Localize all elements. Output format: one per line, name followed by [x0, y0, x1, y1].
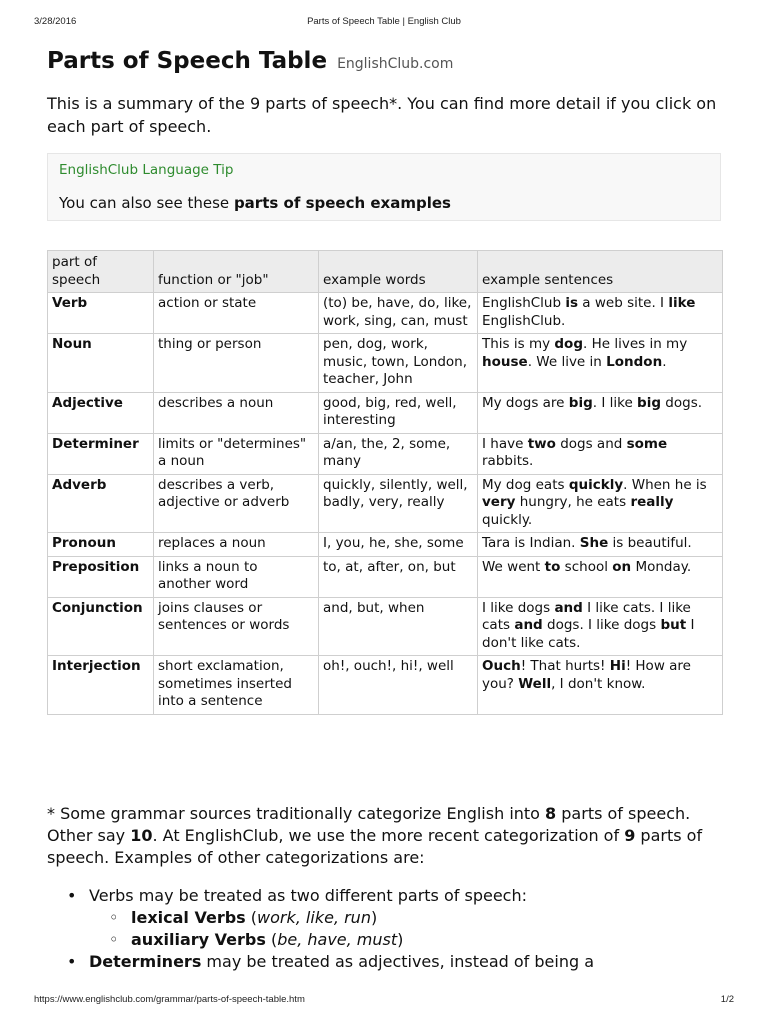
pos-function: action or state: [154, 293, 319, 334]
sentence-text: is beautiful.: [608, 535, 692, 551]
highlighted-word: and: [554, 599, 583, 616]
print-footer: [34, 994, 734, 1008]
print-page-number: 1/2: [720, 994, 734, 1005]
verbs-sublist: [89, 907, 727, 951]
sentence-text: a web site. I: [578, 295, 669, 311]
sentence-text: We went: [482, 558, 545, 575]
highlighted-word: really: [630, 494, 674, 510]
note-text: * Some grammar sources traditionally categorize English into: [47, 804, 546, 823]
print-page-title: Parts of Speech Table | English Club: [307, 16, 461, 27]
highlighted-word: on: [612, 558, 632, 575]
list-item-determiners: [47, 951, 727, 973]
table-row: [48, 433, 723, 474]
pos-function: describes a noun: [154, 392, 319, 433]
highlighted-word: and: [514, 617, 543, 633]
pos-example-sentence: [478, 656, 723, 715]
highlighted-word: house: [482, 353, 528, 370]
highlighted-word: quickly: [568, 476, 624, 493]
pos-function: thing or person: [154, 334, 319, 393]
pos-example-sentence: [478, 433, 723, 474]
pos-function: replaces a noun: [154, 533, 319, 557]
pos-example-words: quickly, silently, well, badly, very, really: [319, 474, 478, 533]
header-example-words: example words: [319, 251, 478, 293]
note-number: 8: [545, 804, 557, 823]
highlighted-word: is: [565, 295, 579, 311]
highlighted-word: London: [606, 353, 663, 370]
pos-name-link[interactable]: Conjunction: [48, 597, 154, 656]
pos-example-words: to, at, after, on, but: [319, 556, 478, 597]
table-body: [48, 293, 723, 715]
highlighted-word: Ouch: [482, 658, 521, 674]
sentence-text: I have: [482, 435, 528, 452]
sentence-text: quickly.: [482, 511, 533, 528]
table-row: [48, 474, 723, 533]
categorization-list: [47, 885, 727, 973]
pos-name-link[interactable]: Noun: [48, 334, 154, 393]
sentence-text: ! How are you?: [482, 658, 691, 692]
sentence-text: My dog eats: [482, 476, 569, 493]
pos-example-words: (to) be, have, do, like, work, sing, can, must: [319, 293, 478, 334]
pos-function: limits or "determines" a noun: [154, 433, 319, 474]
sentence-text: . When he is: [623, 476, 707, 493]
pos-name-link[interactable]: Verb: [48, 293, 154, 334]
pos-example-words: oh!, ouch!, hi!, well: [319, 656, 478, 715]
note-text: parts of speech. Other say: [47, 804, 691, 845]
sentence-text: . He lives in my: [583, 336, 688, 352]
header-example-sentences: example sentences: [478, 251, 723, 293]
pos-example-words: good, big, red, well, interesting: [319, 392, 478, 433]
sentence-text: I like dogs: [482, 599, 555, 616]
page-title: [47, 48, 453, 74]
highlighted-word: very: [482, 494, 516, 510]
pos-example-words: pen, dog, work, music, town, London, teacher, John: [319, 334, 478, 393]
note-number: 9: [624, 826, 636, 845]
highlighted-word: big: [637, 394, 662, 411]
sentence-text: I don't like cats.: [482, 617, 695, 651]
page-title-text: Parts of Speech Table: [47, 48, 328, 74]
pos-name-link[interactable]: Adjective: [48, 392, 154, 433]
note-number: 10: [130, 826, 153, 845]
pos-example-sentence: [478, 392, 723, 433]
sentence-text: dogs and: [555, 435, 627, 452]
determiners-label: Determiners: [89, 952, 202, 971]
highlighted-word: like: [668, 295, 696, 311]
pos-example-sentence: [478, 334, 723, 393]
sentence-text: EnglishClub: [482, 295, 566, 311]
auxiliary-verbs-label: auxiliary Verbs: [131, 930, 266, 949]
lexical-verbs-label: lexical Verbs: [131, 908, 246, 927]
table-row: [48, 334, 723, 393]
print-date: 3/28/2016: [34, 16, 77, 27]
table-row: [48, 392, 723, 433]
parts-of-speech-table: [47, 250, 723, 715]
pos-example-sentence: [478, 556, 723, 597]
grammar-note: [47, 803, 727, 869]
pos-example-sentence: [478, 533, 723, 557]
print-header: [34, 16, 734, 30]
tip-text-prefix: You can also see these: [59, 194, 234, 212]
highlighted-word: She: [579, 535, 609, 551]
language-tip-box: [47, 153, 721, 221]
table-row: [48, 533, 723, 557]
pos-name-link[interactable]: Preposition: [48, 556, 154, 597]
auxiliary-verbs-examples: be, have, must: [277, 930, 398, 949]
highlighted-word: Hi: [609, 658, 626, 674]
sublist-item-lexical: ◦ lexical Verbs (work, like, run): [89, 907, 727, 929]
sentence-text: dogs.: [661, 394, 703, 411]
pos-example-words: a/an, the, 2, some, many: [319, 433, 478, 474]
table-row: [48, 293, 723, 334]
pos-example-sentence: [478, 293, 723, 334]
sentence-text: Monday.: [631, 558, 692, 575]
highlighted-word: some: [626, 435, 668, 452]
tip-examples-link[interactable]: parts of speech examples: [233, 194, 451, 212]
pos-function: short exclamation, sometimes inserted into a sentence: [154, 656, 319, 715]
pos-example-sentence: [478, 474, 723, 533]
pos-name-link[interactable]: Adverb: [48, 474, 154, 533]
sentence-text: Tara is Indian.: [482, 535, 580, 551]
sentence-text: dogs. I like dogs: [542, 617, 661, 633]
sentence-text: My dogs are: [482, 394, 569, 411]
lexical-verbs-examples: work, like, run: [257, 908, 371, 927]
sentence-text: .: [662, 353, 667, 370]
highlighted-word: two: [527, 435, 556, 452]
table-header-row: [48, 251, 723, 293]
pos-function: describes a verb, adjective or adverb: [154, 474, 319, 533]
header-part-of-speech: part of speech: [48, 251, 154, 293]
pos-name-link[interactable]: Interjection: [48, 656, 154, 715]
determiners-text: may be treated as adjectives, instead of being a: [201, 952, 595, 971]
pos-function: joins clauses or sentences or words: [154, 597, 319, 656]
note-text: parts of speech. Examples of other categorizations are:: [47, 826, 703, 867]
tip-header: EnglishClub Language Tip: [59, 162, 234, 178]
table-row: [48, 656, 723, 715]
sentence-text: . I like: [592, 394, 638, 411]
highlighted-word: but: [660, 617, 687, 633]
highlighted-word: dog: [554, 336, 583, 352]
pos-function: links a noun to another word: [154, 556, 319, 597]
list-item-verbs: [47, 885, 727, 951]
verbs-item-text: Verbs may be treated as two different parts of speech:: [89, 886, 527, 905]
pos-example-sentence: [478, 597, 723, 656]
highlighted-word: Well: [518, 675, 552, 692]
pos-example-words: and, but, when: [319, 597, 478, 656]
site-name-link[interactable]: EnglishClub.com: [337, 56, 454, 72]
sentence-text: school: [560, 558, 613, 575]
sentence-text: EnglishClub.: [482, 312, 566, 329]
tip-text: [59, 194, 451, 212]
sentence-text: rabbits.: [482, 453, 534, 469]
table-row: [48, 597, 723, 656]
sentence-text: hungry, he eats: [515, 494, 631, 510]
pos-example-words: I, you, he, she, some: [319, 533, 478, 557]
sentence-text: This is my: [482, 336, 555, 352]
intro-paragraph: This is a summary of the 9 parts of speech*. You can find more detail if you click on each part of speech.: [47, 94, 717, 136]
print-url: https://www.englishclub.com/grammar/parts-of-speech-table.htm: [34, 994, 305, 1005]
highlighted-word: big: [568, 394, 593, 411]
sentence-text: ! That hurts!: [520, 658, 610, 674]
sentence-text: , I don't know.: [551, 675, 646, 692]
pos-name-link[interactable]: Pronoun: [48, 533, 154, 557]
highlighted-word: to: [544, 558, 561, 575]
pos-name-link[interactable]: Determiner: [48, 433, 154, 474]
sentence-text: I like cats. I like cats: [482, 599, 691, 633]
sublist-item-auxiliary: ◦ auxiliary Verbs (be, have, must): [89, 929, 727, 951]
table-row: [48, 556, 723, 597]
header-function: function or "job": [154, 251, 319, 293]
note-text: . At EnglishClub, we use the more recent categorization of: [152, 826, 625, 845]
sentence-text: . We live in: [527, 353, 607, 370]
